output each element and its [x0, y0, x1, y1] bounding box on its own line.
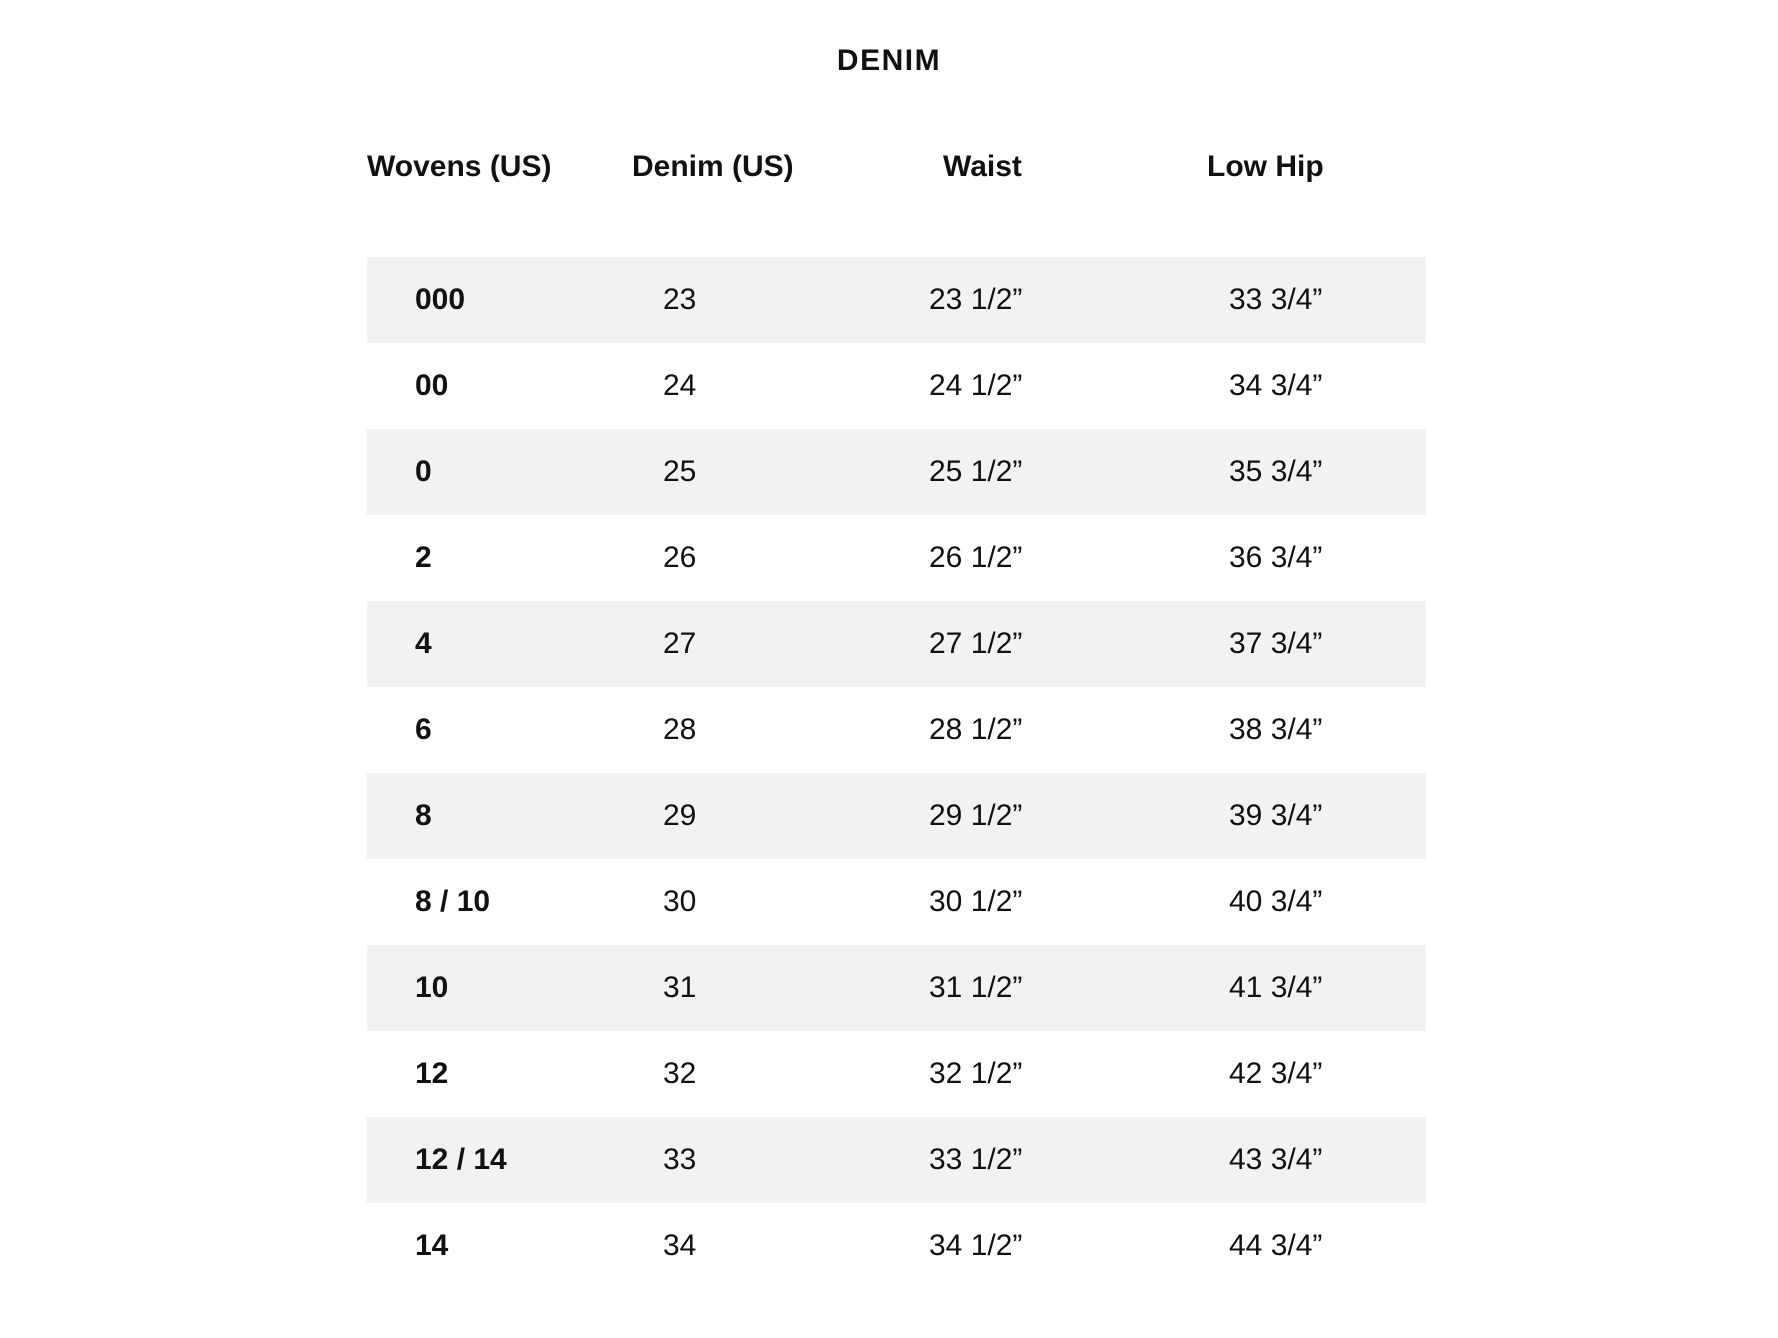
cell-low-hip: 38 3/4” — [1229, 713, 1323, 746]
cell-low-hip: 40 3/4” — [1229, 885, 1323, 918]
cell-low-hip: 44 3/4” — [1229, 1229, 1323, 1262]
cell-denim: 31 — [663, 971, 697, 1004]
cell-wovens: 8 — [415, 799, 432, 832]
table-row — [367, 515, 1426, 601]
table-row — [367, 1203, 1426, 1289]
cell-denim: 23 — [663, 283, 697, 316]
cell-low-hip: 34 3/4” — [1229, 369, 1323, 402]
cell-denim: 32 — [663, 1057, 697, 1090]
table-row — [367, 257, 1426, 343]
cell-waist: 33 1/2” — [929, 1143, 1023, 1176]
cell-waist: 26 1/2” — [929, 541, 1023, 574]
cell-low-hip: 41 3/4” — [1229, 971, 1323, 1004]
cell-low-hip: 39 3/4” — [1229, 799, 1323, 832]
table-row — [367, 1117, 1426, 1203]
cell-denim: 26 — [663, 541, 697, 574]
cell-wovens: 8 / 10 — [415, 885, 491, 918]
size-chart-table — [367, 257, 1426, 1289]
cell-wovens: 000 — [415, 283, 466, 316]
cell-waist: 23 1/2” — [929, 283, 1023, 316]
cell-waist: 24 1/2” — [929, 369, 1023, 402]
cell-denim: 33 — [663, 1143, 697, 1176]
cell-wovens: 4 — [415, 627, 432, 660]
cell-waist: 29 1/2” — [929, 799, 1023, 832]
cell-denim: 29 — [663, 799, 697, 832]
table-row — [367, 687, 1426, 773]
cell-wovens: 2 — [415, 541, 432, 574]
cell-waist: 34 1/2” — [929, 1229, 1023, 1262]
cell-wovens: 14 — [415, 1229, 449, 1262]
table-row — [367, 945, 1426, 1031]
page-title: DENIM — [836, 44, 942, 77]
cell-denim: 30 — [663, 885, 697, 918]
column-header-wovens: Wovens (US) — [367, 150, 552, 183]
cell-low-hip: 36 3/4” — [1229, 541, 1323, 574]
column-header-denim: Denim (US) — [632, 150, 794, 183]
cell-denim: 34 — [663, 1229, 697, 1262]
table-row — [367, 859, 1426, 945]
cell-denim: 25 — [663, 455, 697, 488]
cell-waist: 32 1/2” — [929, 1057, 1023, 1090]
cell-wovens: 12 — [415, 1057, 449, 1090]
cell-low-hip: 42 3/4” — [1229, 1057, 1323, 1090]
cell-wovens: 6 — [415, 713, 432, 746]
table-header — [0, 150, 1778, 190]
column-header-low-hip: Low Hip — [1207, 150, 1324, 183]
column-header-waist: Waist — [943, 150, 1022, 183]
cell-denim: 28 — [663, 713, 697, 746]
cell-denim: 27 — [663, 627, 697, 660]
cell-low-hip: 33 3/4” — [1229, 283, 1323, 316]
cell-waist: 30 1/2” — [929, 885, 1023, 918]
cell-low-hip: 35 3/4” — [1229, 455, 1323, 488]
cell-denim: 24 — [663, 369, 697, 402]
cell-low-hip: 43 3/4” — [1229, 1143, 1323, 1176]
cell-wovens: 10 — [415, 971, 449, 1004]
table-row — [367, 343, 1426, 429]
cell-waist: 31 1/2” — [929, 971, 1023, 1004]
table-row — [367, 601, 1426, 687]
cell-wovens: 12 / 14 — [415, 1143, 507, 1176]
cell-wovens: 00 — [415, 369, 449, 402]
table-row — [367, 429, 1426, 515]
cell-low-hip: 37 3/4” — [1229, 627, 1323, 660]
cell-waist: 25 1/2” — [929, 455, 1023, 488]
table-row — [367, 773, 1426, 859]
table-row — [367, 1031, 1426, 1117]
cell-waist: 28 1/2” — [929, 713, 1023, 746]
cell-waist: 27 1/2” — [929, 627, 1023, 660]
cell-wovens: 0 — [415, 455, 432, 488]
